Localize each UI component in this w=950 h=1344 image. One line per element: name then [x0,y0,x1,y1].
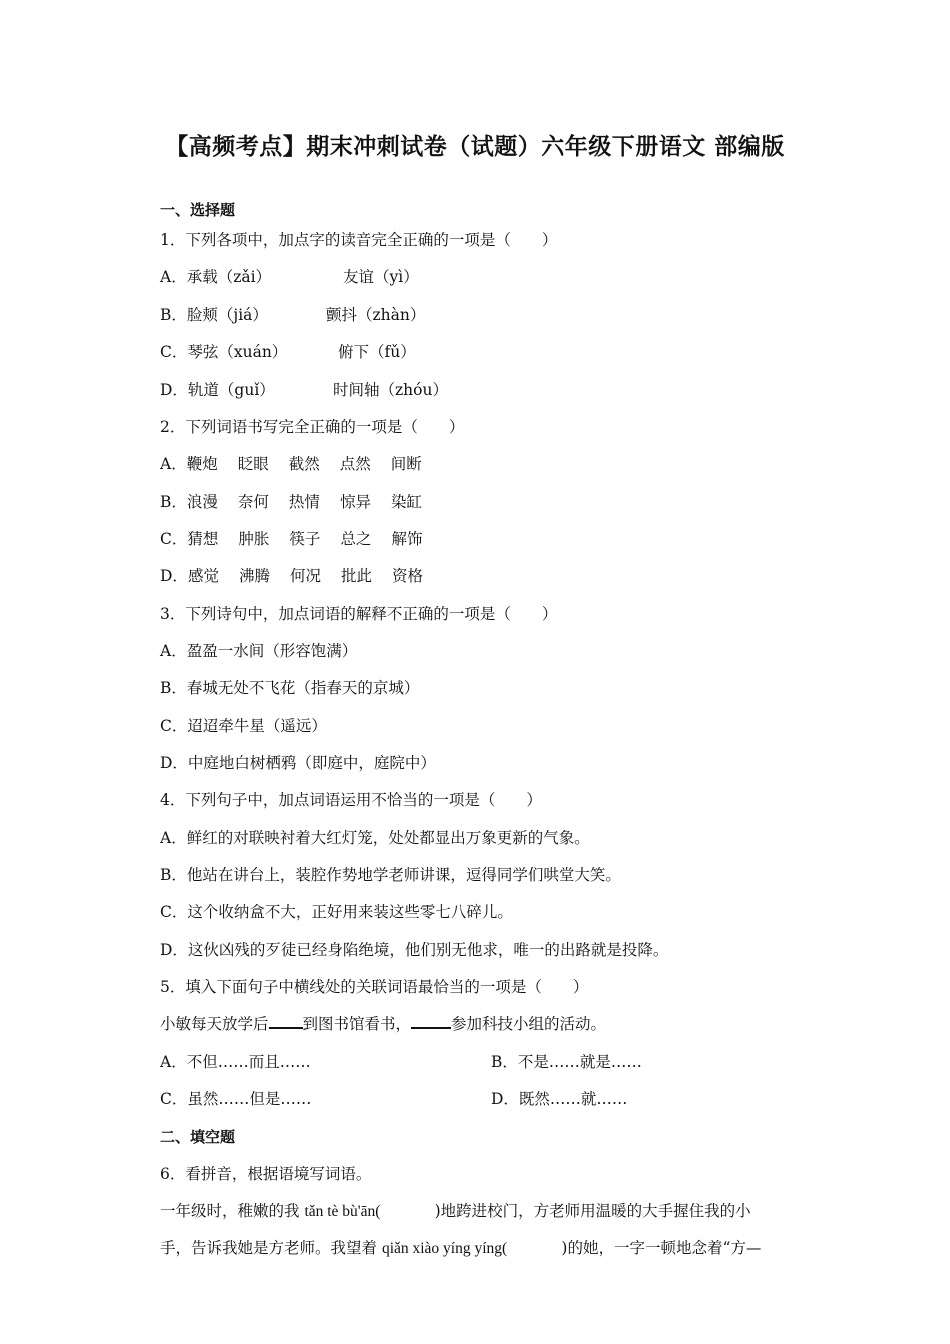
word: 解饰 [391,530,423,548]
word: 猜想 [187,530,219,548]
word: 惊异 [339,493,371,511]
option-a-part-2: 友谊（yì） [343,268,419,286]
question-3-stem: 3．下列诗句中，加点词语的解释不正确的一项是（ ） [160,605,558,623]
text: 手，告诉我她是方老师。我望着 [160,1239,382,1257]
word: 肿胀 [238,530,270,548]
option-c-part-2: 俯下（fǔ） [338,343,416,361]
option-c-part-1: C．琴弦（xuán） [160,343,288,361]
option-label: D． [160,567,188,585]
text: 一年级时，稚嫩的我 [160,1202,305,1220]
question-4-option-a: A．鲜红的对联映衬着大红灯笼，处处都显出万象更新的气象。 [160,829,590,847]
question-1-option-d [160,378,448,402]
question-3-option-b: B．春城无处不飞花（指春天的京城） [160,679,420,697]
option-label: A． [160,455,187,473]
pinyin-prompt-1: tǎn tè bù'ān( [304,1203,381,1220]
word: 筷子 [289,530,321,548]
word: 总之 [340,530,372,548]
question-2-stem: 2．下列词语书写完全正确的一项是（ ） [160,418,465,436]
word: 热情 [288,493,320,511]
question-6-paragraph-line-1 [160,1199,751,1224]
word: 奈何 [237,493,269,511]
question-6-stem: 6．看拼音，根据语境写词语。 [160,1165,372,1183]
question-4-option-d: D．这伙凶残的歹徒已经身陷绝境，他们别无他求，唯一的出路就是投降。 [160,941,669,959]
question-6-paragraph-line-2 [160,1236,761,1261]
pinyin-prompt-2: qiǎn xiào yíng yíng( [381,1240,508,1257]
fill-blank-2[interactable] [411,1013,451,1029]
question-3-option-a: A．盈盈一水间（形容饱满） [160,642,358,660]
question-4-option-c: C．这个收纳盒不大，正好用来装这些零七八碎儿。 [160,903,513,921]
word: 资格 [392,567,424,585]
question-5-option-d: D．既然……就…… [491,1090,628,1108]
word: 何况 [289,567,321,585]
word: 批此 [340,567,372,585]
question-2-option-a [160,452,442,476]
sentence-part-1: 小敏每天放学后 [160,1015,269,1033]
text: )地跨进校门，方老师用温暖的大手握住我的小 [380,1202,751,1220]
word: 眨眼 [237,455,269,473]
question-1-option-a [160,265,419,289]
question-5-sentence [160,1012,606,1036]
word: 染缸 [390,493,422,511]
question-5-option-a: A．不但……而且…… [160,1053,311,1071]
text: )的她，一字一顿地念着“方— [507,1239,762,1257]
word: 感觉 [187,567,219,585]
option-label: C． [160,530,188,548]
sentence-part-3: 参加科技小组的活动。 [451,1015,607,1033]
page-title: 【高频考点】期末冲刺试卷（试题）六年级下册语文 部编版 [165,134,785,160]
sentence-part-2: 到图书馆看书， [302,1015,412,1033]
word: 点然 [339,455,371,473]
section-heading-choice: 一、选择题 [160,201,236,219]
word: 浪漫 [186,493,218,511]
question-5-option-b: B．不是……就是…… [491,1053,642,1071]
question-3-option-c: C．迢迢牵牛星（遥远） [160,717,327,735]
option-a-part-1: A．承载（zǎi） [160,268,272,286]
word: 截然 [288,455,320,473]
question-5-stem: 5．填入下面句子中横线处的关联词语最恰当的一项是（ ） [160,978,589,996]
question-4-stem: 4．下列句子中，加点词语运用不恰当的一项是（ ） [160,791,542,809]
word: 鞭炮 [186,455,218,473]
section-heading-fill: 二、填空题 [160,1128,236,1146]
question-2-option-d [160,564,443,588]
question-1-option-c [160,340,416,364]
option-b-part-1: B．脸颊（jiá） [160,306,268,324]
question-2-option-c [160,527,442,551]
question-3-option-d: D．中庭地白树栖鸦（即庭中，庭院中） [160,754,436,772]
question-2-option-b [160,490,442,514]
option-b-part-2: 颤抖（zhàn） [326,306,426,324]
question-4-option-b: B．他站在讲台上，装腔作势地学老师讲课，逗得同学们哄堂大笑。 [160,866,621,884]
question-5-option-c: C．虽然……但是…… [160,1090,312,1108]
option-d-part-1: D．轨道（guǐ） [160,381,275,399]
option-d-part-2: 时间轴（zhóu） [333,381,448,399]
question-1-option-b [160,303,426,327]
word: 沸腾 [238,567,270,585]
fill-blank-1[interactable] [269,1013,303,1029]
question-1-stem: 1．下列各项中，加点字的读音完全正确的一项是（ ） [160,231,558,249]
word: 间断 [390,455,422,473]
option-label: B． [160,493,187,511]
